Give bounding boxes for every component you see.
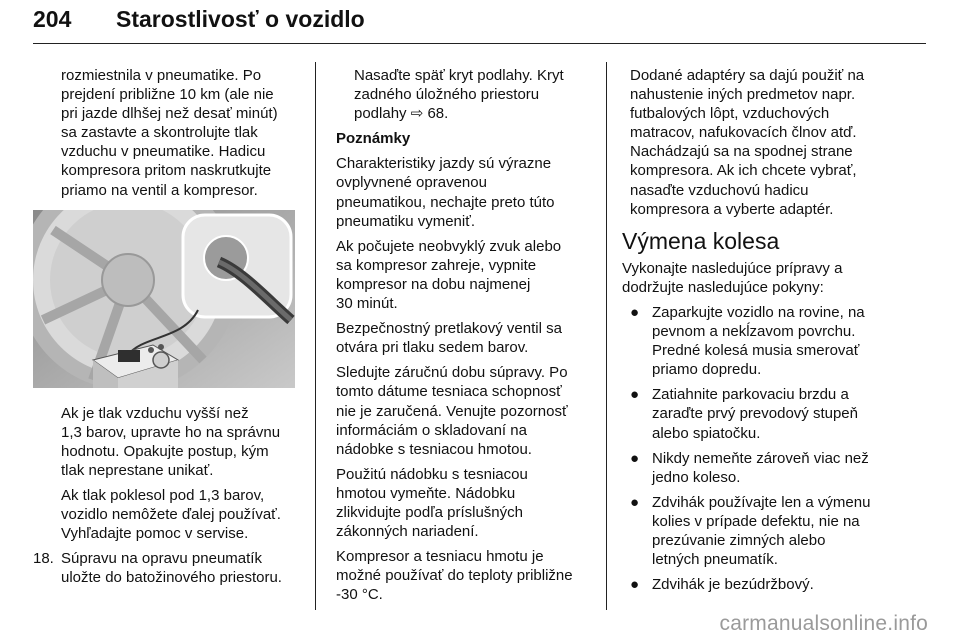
compressor-illustration bbox=[33, 210, 295, 388]
section-title: Výmena kolesa bbox=[622, 227, 780, 254]
col2-paragraph-1: Nasaďte späť kryt podlahy. Kryt zadného úložného priestoru podlahy ⇨ 68. bbox=[354, 67, 564, 123]
note-heading: Poznámky bbox=[336, 130, 411, 148]
col1-paragraph-2: Ak je tlak vzduchu vyšší než 1,3 barov, upravte ho na správnu hodnotu. Opakujte postup, kým tlak neprestane unikať. bbox=[61, 404, 281, 479]
cross-reference-arrow-icon: ⇨ bbox=[410, 105, 424, 123]
tire-compressor-image bbox=[33, 210, 295, 388]
instructions-list bbox=[622, 303, 892, 594]
col2-paragraph-5: Použitú nádobku s tesniacou hmotou vymeňte. Nádobku zlikvidujte podľa príslušných zákonných nariadení. bbox=[336, 465, 528, 541]
col3-intro: Vykonajte nasledujúce prípravy a dodržujte nasledujúce pokyny: bbox=[622, 259, 843, 296]
column-divider-2 bbox=[606, 62, 607, 610]
list-item: ● Zdvihák je bezúdržbový. bbox=[630, 576, 814, 594]
col3-paragraph-1: Dodané adaptéry sa dajú použiť na nahustenie iných predmetov napr. futbalových lôpt, vzduchových matracov, nafukovacích člnov atď. Nachádzajú sa na spodnej strane kompresora. Ak ich chcete vybrať, nasaďte vzduchovú hadicu kompresora a vyberte adaptér. bbox=[630, 67, 865, 218]
watermark: carmanualsonline.info bbox=[719, 612, 928, 635]
column-1 bbox=[33, 66, 308, 588]
col2-paragraph-2: Ak počujete neobvyklý zvuk alebo sa kompresor zahreje, vypnite kompresor na dobu najmenej 30 minút. bbox=[336, 237, 562, 313]
header-divider bbox=[33, 43, 926, 44]
list-item: ● Zatiahnite parkovaciu brzdu a zaraďte prvý prevodový stupeň alebo spiatočku. bbox=[630, 386, 858, 442]
bullet-icon: ● bbox=[630, 576, 640, 594]
page-header bbox=[33, 6, 926, 42]
col2-paragraph-4: Sledujte záručnú dobu súpravy. Po tomto dátume tesniaca schopnosť nie je zaručená. Venujte pozornosť informáciám o skladovaní na nádobke s tesniacou hmotou. bbox=[336, 364, 568, 458]
bullet-icon: ● bbox=[630, 303, 640, 321]
column-divider-1 bbox=[315, 62, 316, 610]
list-item: ● Nikdy nemeňte zároveň viac než jedno koleso. bbox=[630, 449, 869, 486]
step-18: 18. Súpravu na opravu pneumatík uložte do batožinového priestoru. bbox=[33, 550, 282, 587]
page-number: 204 bbox=[33, 6, 72, 32]
note-paragraph: Charakteristiky jazdy sú výrazne ovplyvnené opravenou pneumatikou, nechajte preto túto pneumatiku vymeniť. bbox=[336, 155, 555, 230]
column-3 bbox=[622, 66, 892, 600]
page-reference[interactable]: 68. bbox=[427, 105, 449, 123]
col2-paragraph-3: Bezpečnostný pretlakový ventil sa otvára pri tlaku sedem barov. bbox=[336, 320, 562, 357]
page-title: Starostlivosť o vozidlo bbox=[116, 6, 365, 32]
step-number: 18. bbox=[33, 550, 54, 568]
bullet-icon: ● bbox=[630, 449, 640, 467]
col1-paragraph-3: Ak tlak poklesol pod 1,3 barov, vozidlo nemôžete ďalej používať. Vyhľadajte pomoc v servise. bbox=[61, 487, 281, 543]
col1-intro: rozmiestnila v pneumatike. Po prejdení približne 10 km (ale nie pri jazde dlhšej než desať minút) sa zastavte a skontrolujte tlak vzduchu v pneumatike. Hadicu kompresora pritom naskrutkujte priamo na ventil a kompresor. bbox=[61, 67, 278, 199]
col2-paragraph-6: Kompresor a tesniacu hmotu je možné používať do teploty približne -30 °C. bbox=[336, 548, 573, 604]
bullet-icon: ● bbox=[630, 493, 640, 511]
bullet-icon: ● bbox=[630, 386, 640, 404]
column-2 bbox=[336, 66, 598, 610]
list-item: ● Zaparkujte vozidlo na rovine, na pevnom a nekĺzavom povrchu. Predné kolesá musia smerovať priamo dopredu. bbox=[630, 303, 865, 379]
list-item: ● Zdvihák používajte len a výmenu kolies v prípade defektu, nie na prezúvanie zimných alebo letných pneumatík. bbox=[630, 493, 871, 569]
